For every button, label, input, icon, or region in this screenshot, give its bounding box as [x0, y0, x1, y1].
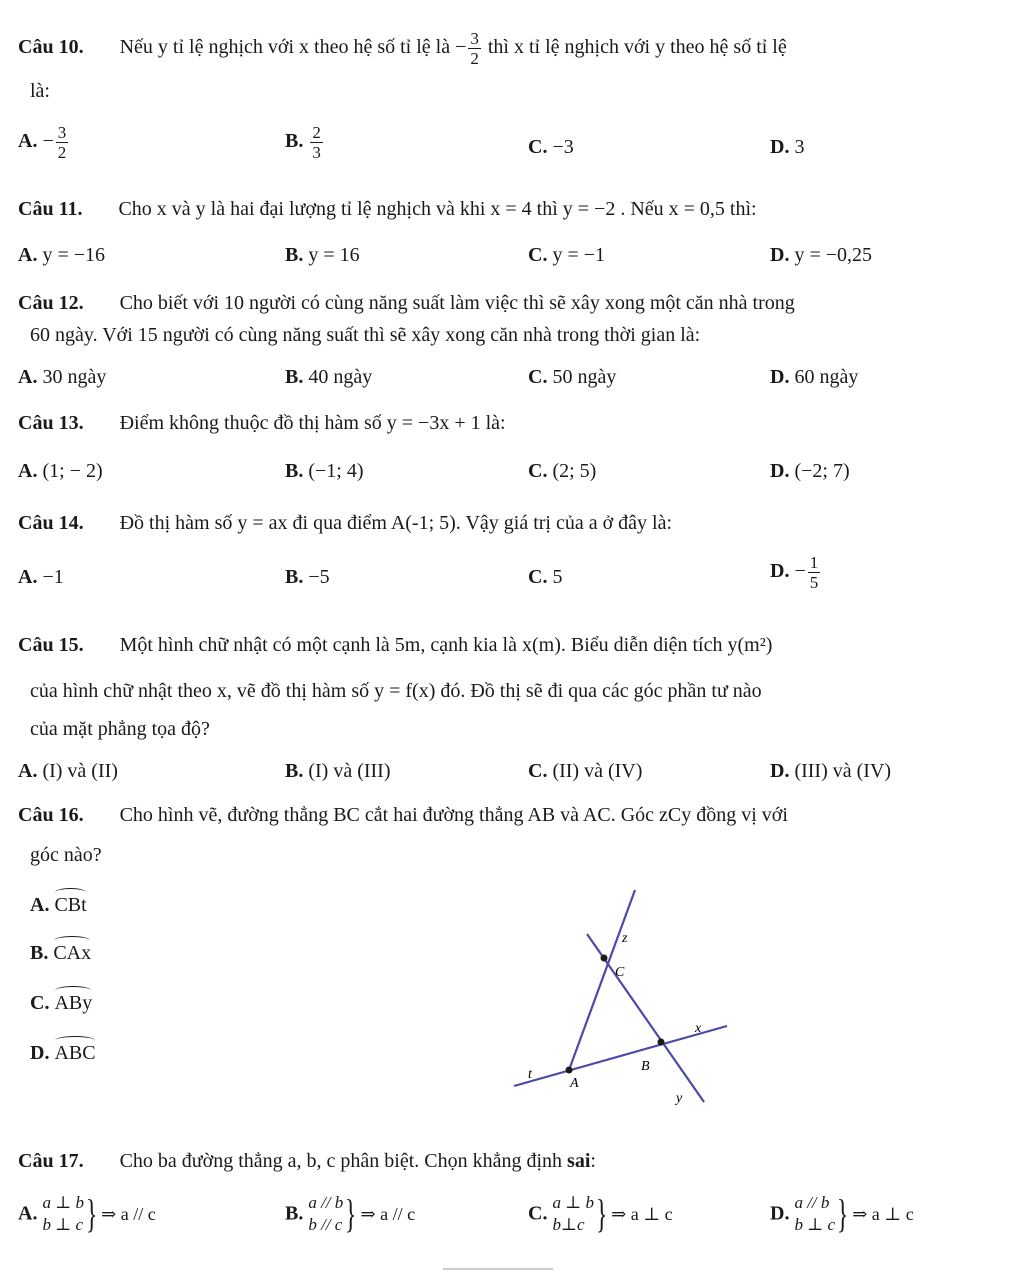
point-b [658, 1039, 665, 1046]
question-11 [18, 198, 757, 221]
right-brace-icon: } [836, 1191, 849, 1236]
option-c[interactable]: C. y = −1 [528, 244, 606, 266]
option-d[interactable]: D. − $\frac{1}{5}$ [770, 553, 819, 592]
option-c[interactable]: C. 50 ngày [528, 366, 617, 388]
system: a ⊥ b b⊥c } ⇒ a ⊥ c [552, 1191, 673, 1236]
label-b: B [641, 1059, 650, 1074]
question-number: Câu 16. [18, 804, 84, 826]
option-a[interactable]: A. CBt [30, 888, 87, 917]
right-brace-icon: } [595, 1191, 608, 1236]
question-text-line3: của mặt phẳng tọa độ? [30, 718, 210, 740]
option-b[interactable]: B. $\frac{2}{3}$ [285, 123, 321, 162]
option-a[interactable]: A. a ⊥ b b ⊥ c } ⇒ a // c [18, 1191, 156, 1236]
option-b[interactable]: B. y = 16 [285, 244, 360, 266]
label-c: C [615, 965, 625, 980]
option-a[interactable]: A. y = −16 [18, 244, 106, 266]
question-14 [18, 512, 672, 535]
option-d[interactable]: D. a // b b ⊥ c } ⇒ a ⊥ c [770, 1191, 914, 1236]
question-text-cont: thì x tỉ lệ nghịch với y theo hệ số tỉ lệ [487, 36, 787, 59]
question-10 [18, 30, 787, 67]
option-b[interactable]: B. CAx [30, 936, 91, 965]
question-number: Câu 14. [18, 512, 84, 534]
page-edge-mark [443, 1268, 553, 1270]
question-13 [18, 412, 506, 435]
right-brace-icon: } [345, 1191, 357, 1236]
option-c[interactable]: C. ABy [30, 986, 92, 1015]
option-a[interactable]: A. −1 [18, 566, 64, 588]
option-d[interactable]: D. 60 ngày [770, 366, 859, 388]
label-t: t [528, 1067, 532, 1082]
question-text: Cho biết với 10 người có cùng năng suất làm việc thì sẽ xây xong một căn nhà trong [119, 292, 795, 314]
question-number: Câu 10. [18, 36, 84, 59]
question-emphasis: sai [567, 1150, 591, 1172]
option-a[interactable]: A. (I) và (II) [18, 760, 118, 782]
question-text: Một hình chữ nhật có một cạnh là 5m, cạnh kia là x(m). Biểu diễn diện tích y(m²) [119, 634, 773, 656]
right-brace-icon: } [85, 1191, 98, 1236]
system: a ⊥ b b ⊥ c } ⇒ a // c [42, 1191, 156, 1236]
question-text-line2: góc nào? [30, 844, 102, 866]
coefficient: − $\frac{3}{2}$ [455, 29, 479, 68]
question-12 [18, 292, 795, 315]
question-text: Cho ba đường thẳng a, b, c phân biệt. Chọn khẳng định [119, 1150, 563, 1172]
question-text: Cho hình vẽ, đường thẳng BC cắt hai đường thẳng AB và AC. Góc zCy đồng vị với [119, 804, 788, 826]
question-text: Điểm không thuộc đồ thị hàm số y = −3x + 1 là: [119, 412, 506, 434]
option-c[interactable]: C. (2; 5) [528, 460, 597, 482]
option-c[interactable]: C. 5 [528, 566, 563, 588]
option-d[interactable]: D. y = −0,25 [770, 244, 873, 266]
question-text-line2: 60 ngày. Với 15 người có cùng năng suất thì sẽ xây xong căn nhà trong thời gian là: [30, 324, 701, 346]
option-a[interactable]: A. 30 ngày [18, 366, 107, 388]
geometry-figure [500, 880, 740, 1110]
question-text: Đồ thị hàm số y = ax đi qua điểm A(-1; 5). Vậy giá trị của a ở đây là: [119, 512, 673, 534]
question-text-line2: của hình chữ nhật theo x, vẽ đồ thị hàm số y = f(x) đó. Đồ thị sẽ đi qua các góc phần tư nào [30, 680, 762, 702]
option-d[interactable]: D. ABC [30, 1036, 96, 1065]
option-a[interactable]: A. (1; − 2) [18, 460, 103, 482]
question-number: Câu 13. [18, 412, 84, 434]
option-d[interactable]: D. (III) và (IV) [770, 760, 892, 782]
system: a // b b ⊥ c } ⇒ a ⊥ c [794, 1191, 914, 1236]
label-a: A [570, 1076, 579, 1091]
question-16 [18, 804, 788, 827]
option-a[interactable]: A. − $\frac{3}{2}$ [18, 123, 67, 162]
question-text: Nếu y tỉ lệ nghịch với x theo hệ số tỉ lệ là [119, 36, 451, 59]
question-number: Câu 12. [18, 292, 84, 314]
option-d[interactable]: D. 3 [770, 136, 805, 158]
question-15 [18, 634, 772, 657]
system: a // b b // c } ⇒ a // c [308, 1191, 416, 1236]
question-number: Câu 17. [18, 1150, 84, 1172]
line-zA [569, 890, 635, 1070]
question-number: Câu 15. [18, 634, 84, 656]
point-a [566, 1067, 573, 1074]
question-text: Cho x và y là hai đại lượng tỉ lệ nghịch và khi x = 4 thì y = −2 . Nếu x = 0,5 thì: [118, 198, 757, 220]
label-z: z [622, 931, 628, 946]
option-b[interactable]: B. (I) và (III) [285, 760, 391, 782]
label-y: y [676, 1091, 683, 1106]
label-x: x [695, 1021, 702, 1036]
option-d[interactable]: D. (−2; 7) [770, 460, 850, 482]
option-c[interactable]: C. −3 [528, 136, 574, 158]
question-17: Câu 17. Cho ba đường thẳng a, b, c phân biệt. Chọn khẳng định sai: [18, 1150, 596, 1172]
point-c [601, 955, 608, 962]
option-b[interactable]: B. (−1; 4) [285, 460, 364, 482]
option-b[interactable]: B. a // b b // c } ⇒ a // c [285, 1191, 416, 1236]
option-b[interactable]: B. 40 ngày [285, 366, 373, 388]
question-text-line2: là: [30, 80, 50, 102]
option-b[interactable]: B. −5 [285, 566, 330, 588]
option-c[interactable]: C. a ⊥ b b⊥c } ⇒ a ⊥ c [528, 1191, 673, 1236]
question-number: Câu 11. [18, 198, 83, 220]
option-c[interactable]: C. (II) và (IV) [528, 760, 643, 782]
